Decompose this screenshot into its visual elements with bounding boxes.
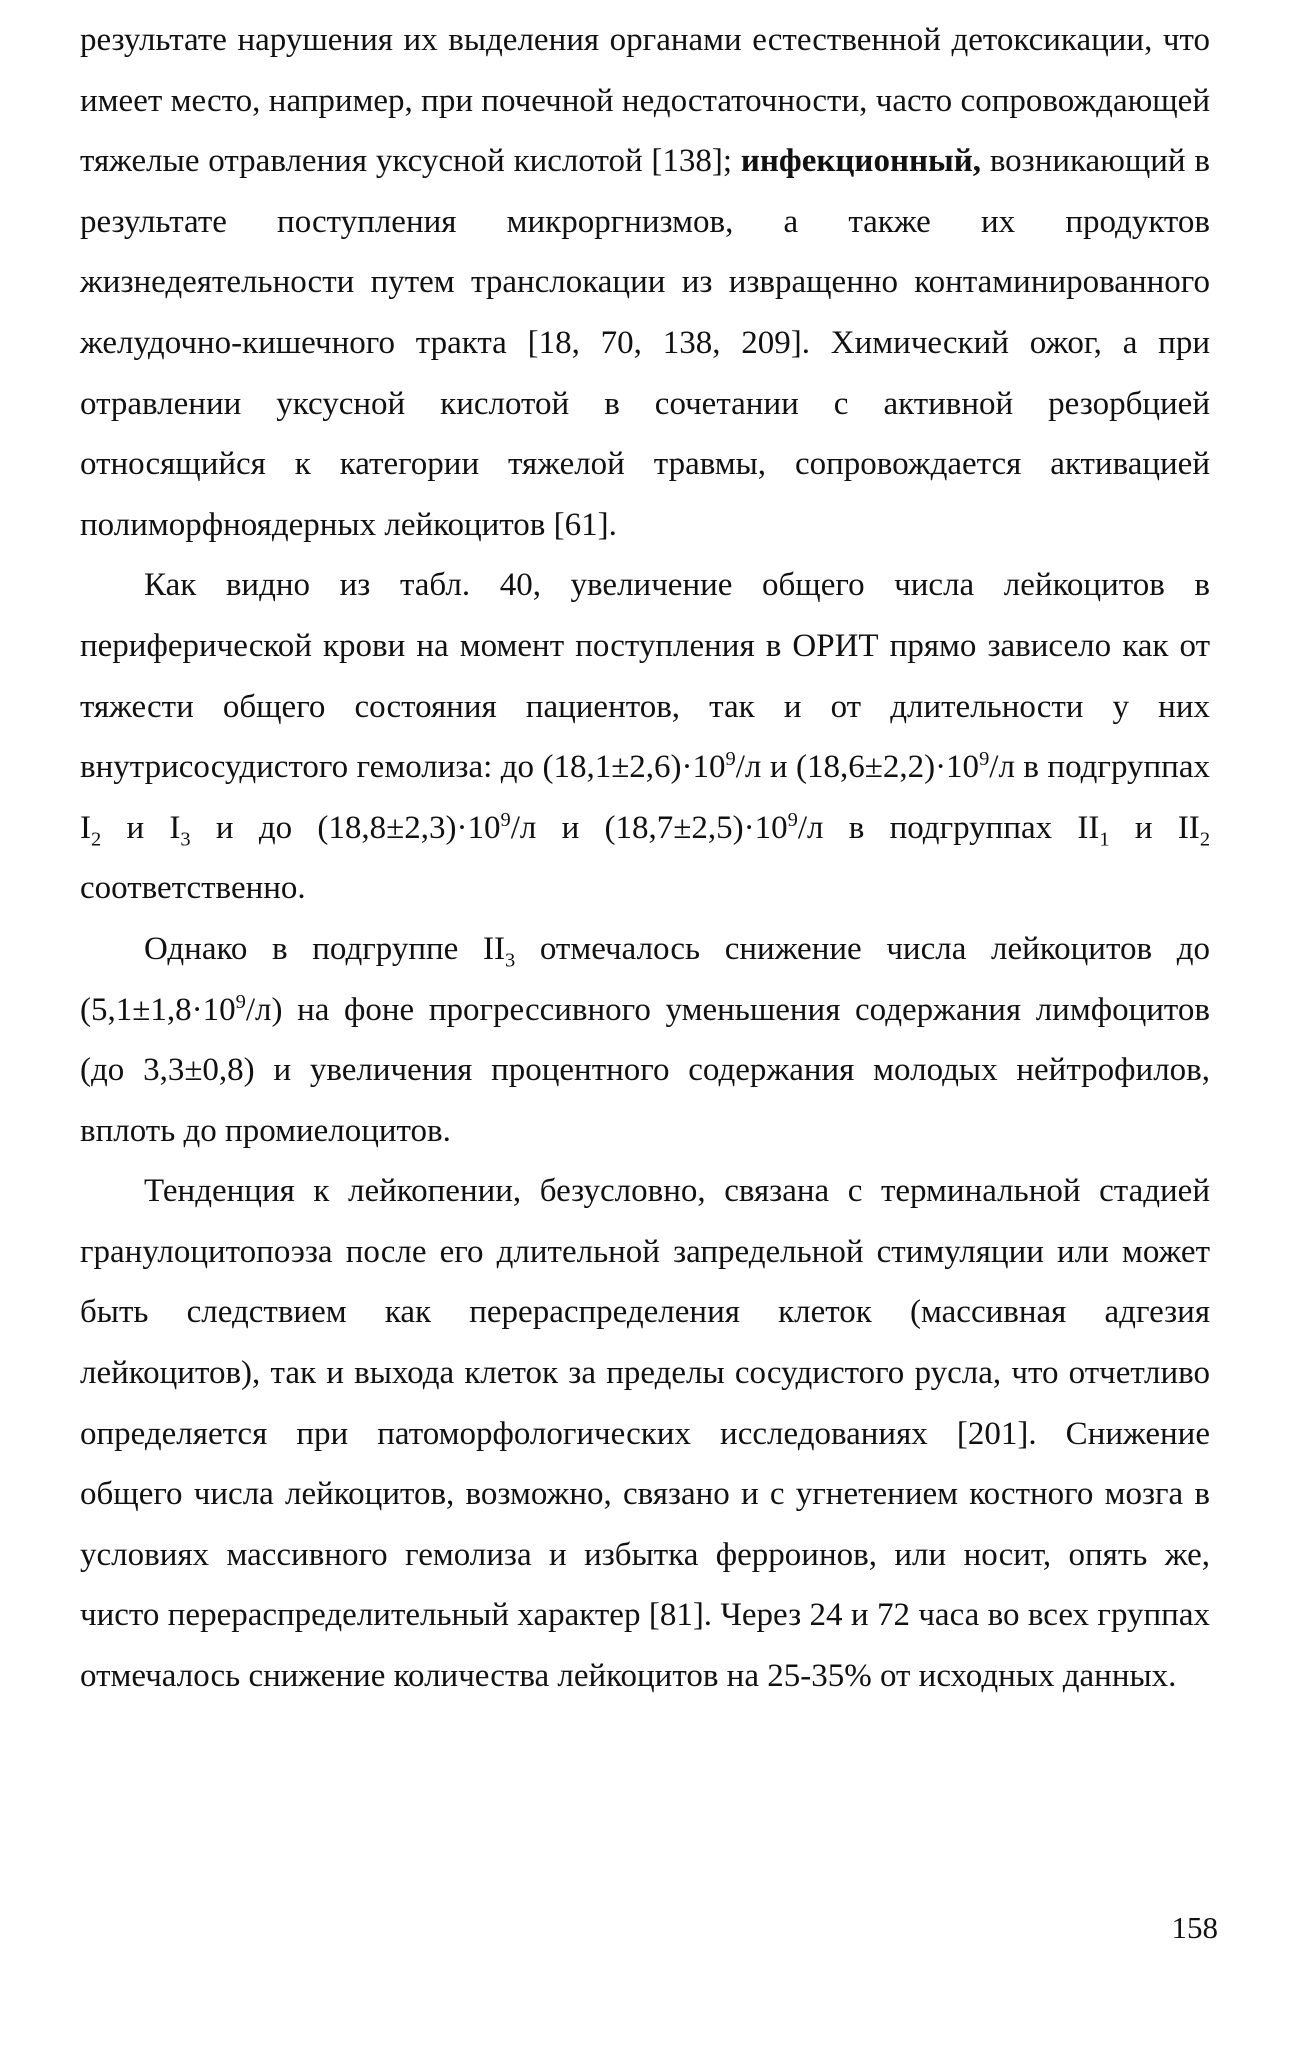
page-body xyxy=(80,10,1210,1707)
subscript: 1 xyxy=(1099,828,1110,851)
superscript: 9 xyxy=(979,748,990,771)
paragraph-2-text-2: /л и (18,6±2,2)·10 xyxy=(735,749,980,786)
subscript: 3 xyxy=(180,828,191,851)
paragraph-2-text-6: /л и (18,7±2,5)·10 xyxy=(510,809,788,846)
paragraph-3-text-3: /л) на фоне прогрессивного уменьшения содержания лимфоцитов (до 3,3±0,8) и увеличения процентного содержания молодых нейтрофилов, вплоть до промиелоцитов. xyxy=(80,991,1210,1149)
page-number: 158 xyxy=(1171,1910,1218,1945)
subscript: 2 xyxy=(91,828,102,851)
paragraph-1 xyxy=(80,10,1210,555)
paragraph-3 xyxy=(80,919,1210,1161)
paragraph-3-text-2: отмечалось снижение числа лейкоцитов до (5,1±1,8·10 xyxy=(80,930,1210,1028)
paragraph-2-text-1: Как видно из табл. 40, увеличение общего числа лейкоцитов в периферической крови на момент поступления в ОРИТ прямо зависело как от тяжести общего состояния пациентов, так и от длительности у них внутрисосудистого гемолиза: до (18,1±2,6)·10 xyxy=(80,567,1210,786)
paragraph-1-text-a: результате нарушения их выделения органами естественной детоксикации, что имеет место, например, при почечной недостаточности, часто сопровождающей тяжелые отравления уксусной кислотой [138]; xyxy=(80,22,1210,180)
superscript: 9 xyxy=(500,808,511,831)
paragraph-2-text-7: /л в подгруппах II xyxy=(797,809,1100,846)
subscript: 2 xyxy=(1199,828,1211,851)
bold-term-infectious: инфекционный, xyxy=(740,143,981,180)
paragraph-4-text: Тенденция к лейкопении, безусловно, связана с терминальной стадией гранулоцитопоэза после его длительной запредельной стимуляции или может быть следствием как перераспределения клеток (массивная адгезия лейкоцитов), так и выхода клеток за пределы сосудистого русла, что отчетливо определяется при патоморфологических исследованиях [201]. Снижение общего числа лейкоцитов, возможно, связано и с угнетением костного мозга в условиях массивного гемолиза и избытка ферроинов, или носит, опять же, чисто перераспределительный характер [81]. Через 24 и 72 часа во всех группах отмечалось снижение количества лейкоцитов на 25-35% от исходных данных. xyxy=(80,1173,1210,1695)
paragraph-3-text-1: Однако в подгруппе II xyxy=(144,930,505,967)
paragraph-4 xyxy=(80,1161,1210,1706)
superscript: 9 xyxy=(787,808,798,831)
paragraph-2-text-3: /л в подгруппах I xyxy=(80,749,1210,846)
paragraph-2-text-4: и I xyxy=(101,809,181,846)
paragraph-1-text-b: возникающий в результате поступления микроргнизмов, а также их продуктов жизнедеятельности путем транслокации из извращенно контаминированного желудочно-кишечного тракта [18, 70, 138, 209]. Химический ожог, а при отравлении уксусной кислотой в сочетании с активной резорбцией относящийся к категории тяжелой травмы, сопровождается активацией полиморфноядерных лейкоцитов [61]. xyxy=(80,143,1210,543)
paragraph-2-text-9: соответственно. xyxy=(80,870,306,907)
superscript: 9 xyxy=(235,990,246,1013)
paragraph-2 xyxy=(80,555,1210,919)
subscript: 3 xyxy=(504,949,516,972)
paragraph-2-text-8: и II xyxy=(1109,809,1200,846)
paragraph-2-text-5: и до (18,8±2,3)·10 xyxy=(190,809,501,846)
superscript: 9 xyxy=(725,748,736,771)
